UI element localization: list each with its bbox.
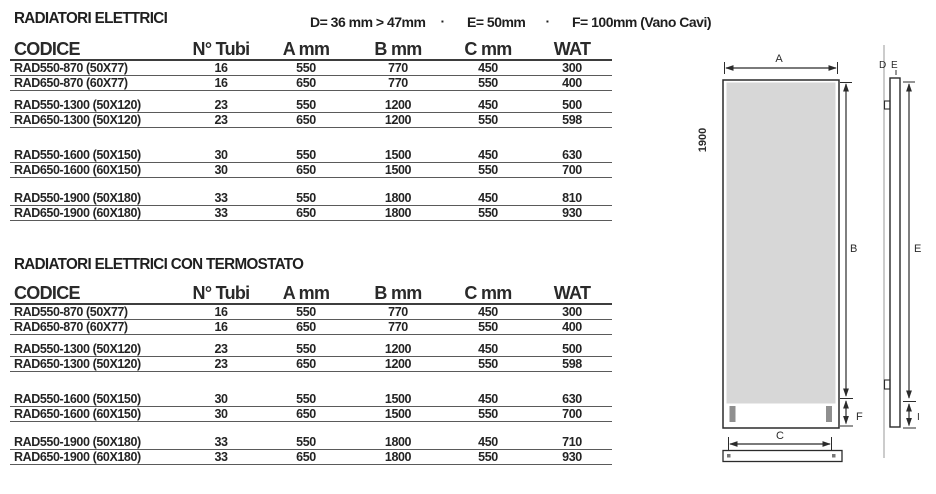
table-cell: 598 — [562, 356, 582, 371]
table-cell: 1800 — [384, 449, 412, 464]
table-cell: 450 — [478, 147, 498, 162]
column-header-n-tubi: N° Tubi — [192, 283, 250, 303]
table-cell: 700 — [562, 162, 582, 177]
table-cell: 770 — [388, 304, 408, 319]
table-cell: RAD550-1600 (50X150) — [14, 391, 141, 406]
table-row — [10, 191, 612, 206]
dim-label-e-side: E — [914, 243, 922, 255]
table-cell: 450 — [478, 434, 498, 449]
table-cell: 1200 — [384, 356, 412, 371]
table-cell: 550 — [296, 60, 316, 75]
table-cell: 23 — [214, 97, 228, 112]
table-cell: 1800 — [384, 205, 412, 220]
dim-label-b: B — [850, 243, 858, 255]
table-cell: 630 — [562, 147, 582, 162]
table-cell: 400 — [562, 319, 582, 334]
table-row — [10, 206, 612, 221]
wall-mount-top — [885, 101, 891, 109]
table-cell: RAD550-1300 (50X120) — [14, 341, 141, 356]
table-body — [10, 61, 612, 221]
table-cell: 770 — [388, 319, 408, 334]
spec-dimension-d: D= 36 mm > 47mm — [310, 14, 426, 30]
table-cell: 30 — [214, 391, 228, 406]
spec-separator-dot: ▪ — [546, 17, 549, 26]
column-header-c-mm: C mm — [464, 39, 512, 59]
table-row — [10, 357, 612, 372]
table-cell: RAD650-1900 (60X180) — [14, 449, 141, 464]
dim-label-i: I — [917, 412, 920, 423]
table-cell: RAD550-870 (50X77) — [14, 304, 128, 319]
table-cell: 33 — [214, 449, 228, 464]
table-cell: 598 — [562, 112, 582, 127]
table-row — [10, 163, 612, 178]
table-cell: 30 — [214, 147, 228, 162]
table-cell: 450 — [478, 190, 498, 205]
table-cell: 550 — [478, 449, 498, 464]
dim-label-a: A — [775, 53, 783, 65]
column-header-c-mm: C mm — [464, 283, 512, 303]
table-cell: 1500 — [384, 391, 412, 406]
table-cell: 810 — [562, 190, 582, 205]
table-cell: RAD650-870 (60X77) — [14, 75, 128, 90]
bracket-hole-left — [727, 454, 731, 458]
table-cell: 650 — [296, 162, 316, 177]
table-cell: RAD650-1300 (50X120) — [14, 356, 141, 371]
spec-separator-dot: ▪ — [441, 17, 444, 26]
table-cell: 550 — [296, 341, 316, 356]
table-cell: 500 — [562, 341, 582, 356]
table-cell: 1800 — [384, 190, 412, 205]
column-header-codice: CODICE — [14, 39, 80, 59]
table-cell: 400 — [562, 75, 582, 90]
column-header-codice: CODICE — [14, 283, 80, 303]
table-row — [10, 435, 612, 450]
table-cell: 450 — [478, 341, 498, 356]
table-cell: RAD550-1900 (50X180) — [14, 190, 141, 205]
table-header-row — [10, 280, 612, 305]
spec-dimension-e: E= 50mm — [467, 14, 526, 30]
table-cell: 23 — [214, 356, 228, 371]
table-cell: RAD650-1600 (60X150) — [14, 406, 141, 421]
table-cell: 930 — [562, 205, 582, 220]
bracket-hole-right — [832, 454, 836, 458]
table-cell: RAD550-1900 (50X180) — [14, 434, 141, 449]
table-row — [10, 113, 612, 128]
table-cell: RAD550-1300 (50X120) — [14, 97, 141, 112]
table-cell: 770 — [388, 60, 408, 75]
table-cell: 16 — [214, 319, 228, 334]
table-cell: 1200 — [384, 341, 412, 356]
table-cell: 550 — [478, 112, 498, 127]
table-cell: 300 — [562, 304, 582, 319]
column-header-a-mm: A mm — [282, 39, 330, 59]
table-cell: RAD550-870 (50X77) — [14, 60, 128, 75]
table-cell: 1200 — [384, 112, 412, 127]
table-cell: 650 — [296, 406, 316, 421]
table-cell: 770 — [388, 75, 408, 90]
table-cell: 930 — [562, 449, 582, 464]
table-cell: 550 — [296, 391, 316, 406]
table-cell: 23 — [214, 341, 228, 356]
table-cell: 16 — [214, 304, 228, 319]
table-cell: RAD550-1600 (50X150) — [14, 147, 141, 162]
table-cell: 630 — [562, 391, 582, 406]
table-cell: RAD650-870 (60X77) — [14, 319, 128, 334]
table-row — [10, 305, 612, 320]
table-cell: 550 — [478, 75, 498, 90]
table-cell: RAD650-1900 (60X180) — [14, 205, 141, 220]
table-cell: 30 — [214, 162, 228, 177]
table-cell: 1500 — [384, 406, 412, 421]
table-row — [10, 76, 612, 91]
table-row — [10, 450, 612, 465]
table-cell: 1800 — [384, 434, 412, 449]
table-cell: 650 — [296, 319, 316, 334]
table-cell: 650 — [296, 356, 316, 371]
table-cell: 450 — [478, 60, 498, 75]
dim-label-d: D — [879, 60, 887, 71]
table-cell: 550 — [478, 406, 498, 421]
column-header-wat: WAT — [553, 283, 591, 303]
table-body — [10, 305, 612, 465]
table-cell: 16 — [214, 75, 228, 90]
spec-dimension-f: F= 100mm (Vano Cavi) — [572, 14, 712, 30]
radiator-dimension-diagram — [690, 40, 936, 488]
table-row — [10, 61, 612, 76]
wall-mount-bottom — [885, 380, 891, 389]
table-cell: 500 — [562, 97, 582, 112]
table-cell: 650 — [296, 75, 316, 90]
table-cell: 1500 — [384, 162, 412, 177]
table-row — [10, 98, 612, 113]
table-cell: 550 — [478, 356, 498, 371]
table-row — [10, 342, 612, 357]
section-title-radiatori-elettrici-con-termostato: RADIATORI ELETTRICI CON TERMOSTATO — [14, 256, 304, 273]
table-cell: 650 — [296, 205, 316, 220]
dim-label-c: C — [776, 430, 784, 442]
dim-label-e-gap: E — [891, 60, 898, 71]
spec-table-radiatori-con-termostato — [10, 280, 612, 465]
table-cell: 550 — [296, 147, 316, 162]
radiator-front-panel — [727, 83, 836, 404]
spec-table-radiatori-elettrici — [10, 36, 612, 221]
table-row — [10, 392, 612, 407]
column-header-wat: WAT — [553, 39, 591, 59]
column-header-b-mm: B mm — [374, 39, 422, 59]
table-cell: 550 — [296, 434, 316, 449]
table-cell: 700 — [562, 406, 582, 421]
dim-label-f: F — [856, 411, 863, 423]
table-cell: 550 — [478, 319, 498, 334]
radiator-foot-right — [826, 406, 832, 422]
table-cell: RAD650-1300 (50X120) — [14, 112, 141, 127]
table-cell: 550 — [478, 205, 498, 220]
table-cell: 1500 — [384, 147, 412, 162]
table-cell: 33 — [214, 205, 228, 220]
dim-label-total-height: 1900 — [697, 127, 709, 153]
wall-bracket-bar — [723, 451, 842, 462]
table-cell: 450 — [478, 391, 498, 406]
column-header-n-tubi: N° Tubi — [192, 39, 250, 59]
table-cell: 300 — [562, 60, 582, 75]
table-cell: 550 — [296, 97, 316, 112]
table-cell: 450 — [478, 97, 498, 112]
table-cell: 710 — [562, 434, 582, 449]
table-cell: 33 — [214, 434, 228, 449]
radiator-foot-left — [730, 406, 736, 422]
column-header-a-mm: A mm — [282, 283, 330, 303]
table-cell: 1200 — [384, 97, 412, 112]
table-cell: 650 — [296, 449, 316, 464]
radiator-side-view-outline — [890, 78, 900, 427]
table-cell: RAD650-1600 (60X150) — [14, 162, 141, 177]
table-cell: 550 — [478, 162, 498, 177]
table-cell: 650 — [296, 112, 316, 127]
table-cell: 23 — [214, 112, 228, 127]
section-title-radiatori-elettrici: RADIATORI ELETTRICI — [14, 10, 168, 27]
column-header-b-mm: B mm — [374, 283, 422, 303]
table-cell: 550 — [296, 190, 316, 205]
table-cell: 450 — [478, 304, 498, 319]
table-header-row — [10, 36, 612, 61]
table-cell: 30 — [214, 406, 228, 421]
table-cell: 33 — [214, 190, 228, 205]
table-cell: 16 — [214, 60, 228, 75]
table-cell: 550 — [296, 304, 316, 319]
table-row — [10, 407, 612, 422]
dimension-drawing-svg — [690, 40, 936, 488]
table-row — [10, 148, 612, 163]
table-row — [10, 320, 612, 335]
